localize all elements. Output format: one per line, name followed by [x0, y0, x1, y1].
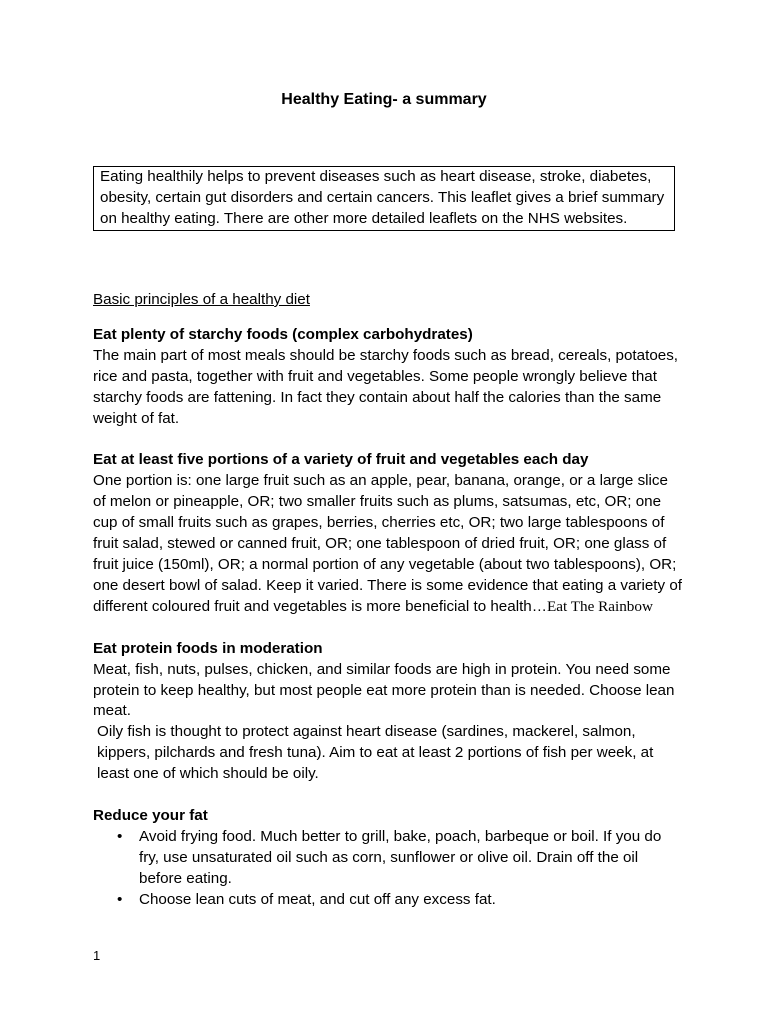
fat-list: [93, 827, 683, 911]
protein-heading: Eat protein foods in moderation: [93, 639, 323, 657]
main-content: [93, 290, 683, 911]
bullet-icon: •: [117, 827, 123, 845]
page-number: 1: [93, 948, 101, 963]
section-heading: Basic principles of a healthy diet: [93, 291, 310, 308]
fruit-veg-heading: Eat at least five portions of a variety of fruit and vegetables each day: [93, 451, 589, 469]
fat-item-2-text: Choose lean cuts of meat, and cut off any excess fat.: [139, 890, 496, 908]
starchy-heading: Eat plenty of starchy foods (complex carbohydrates): [93, 325, 473, 343]
fat-heading: Reduce your fat: [93, 807, 208, 825]
eat-the-rainbow-text: Eat The Rainbow: [546, 597, 653, 615]
list-item: [117, 827, 683, 890]
intro-box: [93, 166, 675, 231]
page-title: Healthy Eating- a summary: [281, 91, 487, 108]
intro-text: Eating healthily helps to prevent diseases such as heart disease, stroke, diabetes, obesity, certain gut disorders and certain cancers. This leaflet gives a brief summary on healthy eating. There are other more detailed leaflets on the NHS websites.: [100, 168, 665, 227]
bullet-icon: •: [117, 890, 123, 908]
fruit-veg-body: One portion is: one large fruit such as an apple, pear, banana, orange, or a large slice of melon or pineapple, OR; two smaller fruits such as plums, satsumas, etc, OR; one cup of small fruits such as grapes, berries, cherries etc, OR; two large tablespoons of fruit salad, stewed or canned fruit, OR; one tablespoon of dried fruit, OR; one glass of fruit juice (150ml), OR; a normal portion of any vegetable (about two tablespoons), OR; one desert bowl of salad. Keep it varied. There is some evidence that eating a variety of different coloured fruit and vegetables is more beneficial to health…: [93, 472, 682, 615]
starchy-body: The main part of most meals should be starchy foods such as bread, cereals, potatoes, rice and pasta, together with fruit and vegetables. Some people wrongly believe that starchy foods are fattening. In fact they contain about half the calories than the same weight of fat.: [93, 346, 679, 427]
protein-body-2: Oily fish is thought to protect against heart disease (sardines, mackerel, salmon, kippers, pilchards and fresh tuna). Aim to eat at least 2 portions of fish per week, at least one of which should be oily.: [97, 723, 654, 783]
protein-body-1: Meat, fish, nuts, pulses, chicken, and similar foods are high in protein. You need some protein to keep healthy, but most people eat more protein than is needed. Choose lean meat.: [93, 660, 675, 720]
fat-item-1-text: Avoid frying food. Much better to grill, bake, poach, barbeque or boil. If you do fry, use unsaturated oil such as corn, sunflower or olive oil. Drain off the oil before eating.: [139, 827, 662, 887]
fruit-veg-paragraph: [93, 471, 683, 617]
list-item: [117, 890, 683, 911]
